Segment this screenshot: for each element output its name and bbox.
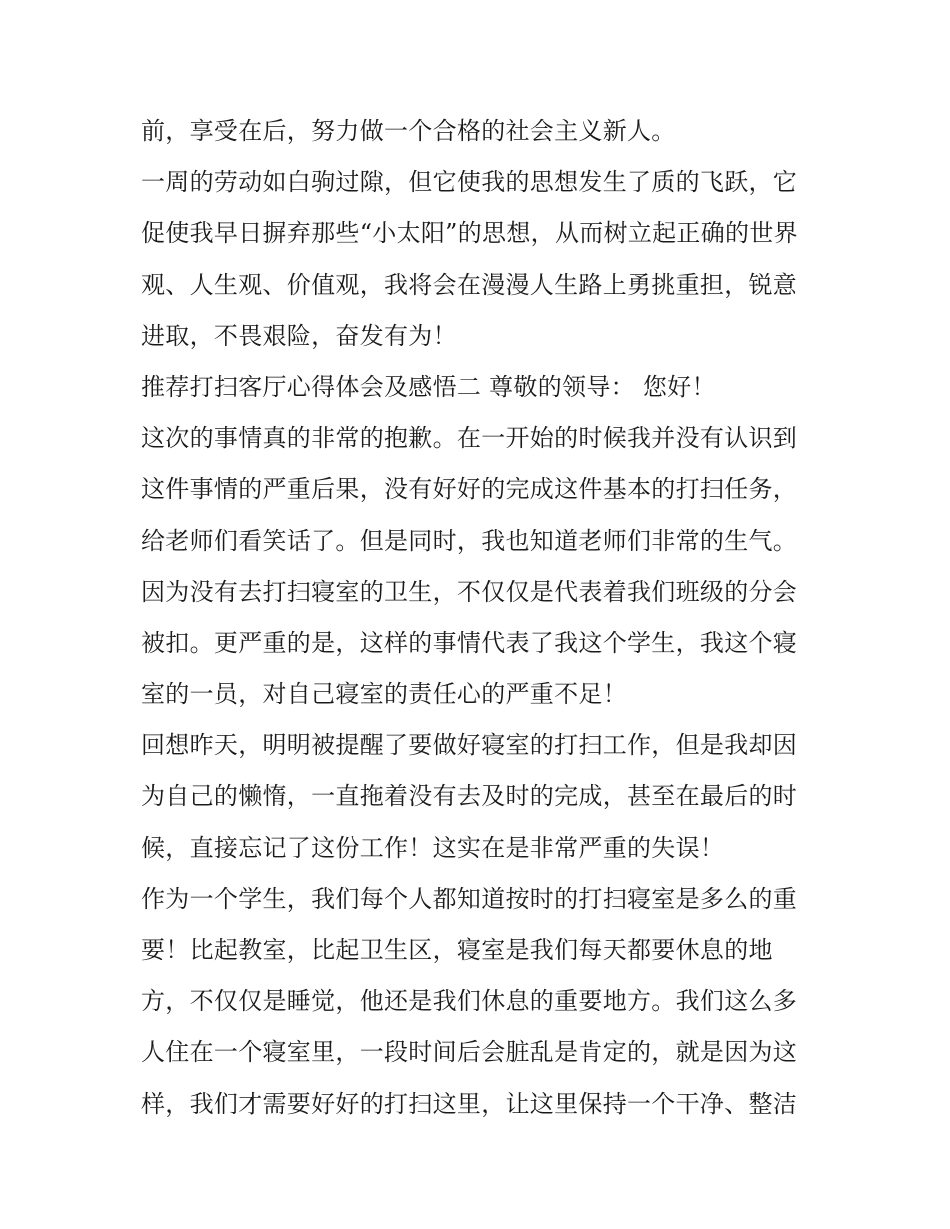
text-line: 进取，不畏艰险，奋发有为！ xyxy=(141,321,457,350)
text-line: 一周的劳动如白驹过隙，但它使我的思想发生了质的飞跃，它 xyxy=(141,168,798,197)
text-line: 室的一员，对自己寝室的责任心的严重不足！ xyxy=(141,680,627,709)
document-body xyxy=(141,106,821,1130)
text-line: 方，不仅仅是睡觉，他还是我们休息的重要地方。我们这么多 xyxy=(141,987,798,1016)
text-line: 促使我早日摒弃那些“小太阳”的思想，从而树立起正确的世界 xyxy=(141,219,798,248)
text-line: 为自己的懒惰，一直拖着没有去及时的完成，甚至在最后的时 xyxy=(141,782,798,811)
text-line: 给老师们看笑话了。但是同时，我也知道老师们非常的生气。 xyxy=(141,526,798,555)
text-line: 观、人生观、价值观，我将会在漫漫人生路上勇挑重担，锐意 xyxy=(141,270,798,299)
text-line: 人住在一个寝室里，一段时间后会脏乱是肯定的，就是因为这 xyxy=(141,1038,798,1067)
text-line: 作为一个学生，我们每个人都知道按时的打扫寝室是多么的重 xyxy=(141,884,798,913)
text-line: 这次的事情真的非常的抱歉。在一开始的时候我并没有认识到 xyxy=(141,424,798,453)
text-line: 被扣。更严重的是，这样的事情代表了我这个学生，我这个寝 xyxy=(141,628,798,657)
text-line: 因为没有去打扫寝室的卫生，不仅仅是代表着我们班级的分会 xyxy=(141,577,798,606)
text-line: 前，享受在后，努力做一个合格的社会主义新人。 xyxy=(141,117,676,145)
text-line: 样，我们才需要好好的打扫这里，让这里保持一个干净、整洁 xyxy=(141,1089,798,1118)
text-line: 要！比起教室，比起卫生区，寝室是我们每天都要休息的地 xyxy=(141,936,773,964)
text-line: 这件事情的严重后果，没有好好的完成这件基本的打扫任务， xyxy=(141,475,798,504)
section-heading: 推荐打扫客厅心得体会及感悟二 尊敬的领导： 您好！ xyxy=(141,372,716,401)
text-line: 候，直接忘记了这份工作！这实在是非常严重的失误！ xyxy=(141,833,725,862)
text-line: 回想昨天，明明被提醒了要做好寝室的打扫工作，但是我却因 xyxy=(141,731,798,760)
